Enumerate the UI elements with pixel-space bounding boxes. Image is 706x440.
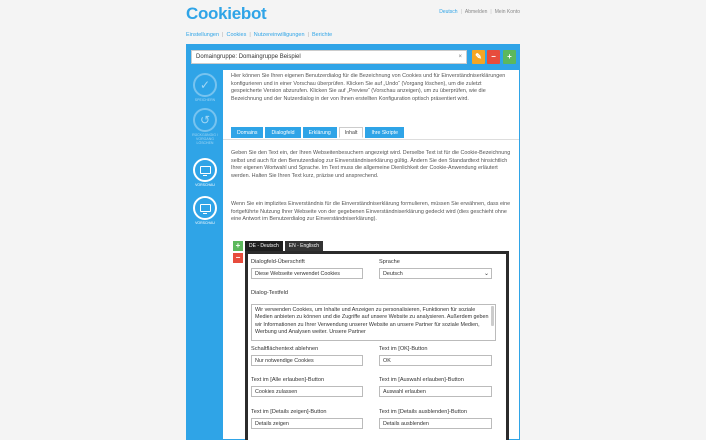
- logout-link[interactable]: Abmelden: [464, 9, 488, 15]
- add-domain-button[interactable]: +: [503, 50, 516, 64]
- tab-bar: [231, 127, 404, 138]
- title-label: Dialogfeld-Überschrift: [251, 259, 305, 265]
- title-input[interactable]: Diese Webseite verwendet Cookies: [251, 268, 363, 279]
- allow-selection-label: Text im [Auswahl erlauben]-Button: [379, 377, 464, 383]
- preview-step-2[interactable]: [192, 196, 218, 225]
- language-label: Sprache: [379, 259, 400, 265]
- tab-content[interactable]: Inhalt: [339, 127, 364, 138]
- remove-domain-button[interactable]: −: [487, 50, 500, 64]
- undo-step[interactable]: [192, 108, 218, 145]
- show-details-input[interactable]: Details zeigen: [251, 418, 363, 429]
- top-links: [420, 9, 520, 15]
- clear-icon[interactable]: ×: [458, 54, 462, 60]
- tab-domains[interactable]: Domains: [231, 127, 263, 138]
- separator: |: [249, 32, 251, 38]
- cookiebot-logo: Cookiebot: [186, 4, 267, 23]
- domain-select[interactable]: [191, 50, 467, 64]
- content-form: [245, 251, 509, 440]
- undo-icon: ↺: [193, 108, 217, 132]
- lang-tab-de[interactable]: DE - Deutsch: [245, 241, 283, 251]
- separator: |: [307, 32, 309, 38]
- hide-details-label: Text im [Details ausblenden]-Button: [379, 409, 467, 415]
- allow-all-input[interactable]: Cookies zulassen: [251, 386, 363, 397]
- preview-step-2-label: VORSCHAU: [195, 221, 215, 225]
- language-select[interactable]: [379, 268, 492, 279]
- domain-select-value: Domaingruppe: Domaingruppe Beispiel: [196, 54, 301, 60]
- ok-input[interactable]: OK: [379, 355, 492, 366]
- main-nav: [186, 32, 332, 38]
- tab-dialog[interactable]: Dialogfeld: [265, 127, 300, 138]
- add-language-button[interactable]: +: [233, 241, 243, 251]
- separator: |: [222, 32, 224, 38]
- hide-details-input[interactable]: Details ausblenden: [379, 418, 492, 429]
- intro-text: Hier können Sie Ihren eigenen Benutzerdialog für die Bezeichnung von Cookies und für Einverständniserklärungen konfigurieren und in einer Vorschau überprüfen. Klicken Sie auf „Undo“ (Vorgang löschen), um die zuletzt gespeicherte Version abzurufen. Klicken Sie auf „Preview“ (Vorschau anzeigen), um zu überprüfen, wie die Bezeichnung und der Nutzerdialog in der von Ihnen erstellten Konfiguration optisch präsentiert wird.: [231, 73, 506, 102]
- allow-all-label: Text im [Alle erlauben]-Button: [251, 377, 325, 383]
- language-select-value: Deutsch: [383, 271, 403, 277]
- implied-consent-note: Wenn Sie ein implizites Einverständnis für die Einverständniserklärung formulieren, müssen Sie erwähnen, dass eine fortgeführte Nutzung Ihrer Webseite von der gegebenen Einverständniserklärung gedeckt wird (dies geschieht ohne eine Antwort im Benutzerdialog zur Einverständniserklärung).: [231, 201, 511, 223]
- chevron-down-icon: ⌄: [483, 271, 489, 277]
- lang-tab-en[interactable]: EN - Englisch: [285, 241, 323, 251]
- preview-step[interactable]: [192, 158, 218, 187]
- action-sidebar: [187, 70, 223, 440]
- textarea-scrollbar[interactable]: [491, 306, 494, 326]
- separator: |: [490, 9, 492, 15]
- nav-item-settings[interactable]: Einstellungen: [186, 32, 220, 38]
- nav-item-cookies[interactable]: Cookies: [226, 32, 247, 38]
- show-details-label: Text im [Details zeigen]-Button: [251, 409, 327, 415]
- tab-divider: [223, 139, 519, 140]
- save-step[interactable]: [192, 73, 218, 102]
- intro-block: [231, 73, 513, 103]
- remove-language-button[interactable]: −: [233, 253, 243, 263]
- monitor-icon: [193, 196, 217, 220]
- tab-declaration[interactable]: Erklärung: [303, 127, 337, 138]
- settings-panel: [186, 44, 520, 440]
- nav-item-consents[interactable]: Nutzereinwilligungen: [253, 32, 305, 38]
- dialog-text-area[interactable]: [251, 304, 496, 341]
- save-step-label: SPEICHERN: [194, 98, 216, 102]
- preview-step-label: VORSCHAU: [195, 183, 215, 187]
- text-label: Dialog-Textfeld: [251, 290, 288, 296]
- domain-bar: [187, 45, 519, 70]
- ok-label: Text im [OK]-Button: [379, 346, 428, 352]
- separator: |: [460, 9, 462, 15]
- dialog-text-value: Wir verwenden Cookies, um Inhalte und Anzeigen zu personalisieren, Funktionen für soziale Medien anbieten zu können und die Zugriffe auf unsere Website zu analysieren. Außerdem geben wir Informationen zu Ihrer Verwendung unserer Website an unsere Partner für soziale Medien, Werbung und Analysen weiter. Unsere Partner: [255, 307, 489, 336]
- decline-input[interactable]: Nur notwendige Cookies: [251, 355, 363, 366]
- check-icon: ✓: [193, 73, 217, 97]
- allow-selection-input[interactable]: Auswahl erlauben: [379, 386, 492, 397]
- language-tabs: [245, 241, 323, 251]
- edit-domain-button[interactable]: ✎: [472, 50, 485, 64]
- decline-label: Schaltflächentext ablehnen: [251, 346, 319, 352]
- tab-scripts[interactable]: Ihre Skripte: [365, 127, 404, 138]
- nav-item-reports[interactable]: Berichte: [311, 32, 333, 38]
- content-description: Geben Sie den Text ein, der Ihren Webseitenbesuchern angezeigt wird. Derselbe Text ist für die Cookie-Bezeichnung selbst und auch für den Benutzerdialog zur Einverständniserklärung gültig. Ändern Sie den Standardtext hinsichtlich Ihrer eigenen Wortwahl und Sprache. Im Text muss die allgemeine Dienlichkeit der Cookie-Anwendung erläutert werden. Halten Sie Ihren Text kurz, präzise und ansprechend.: [231, 150, 511, 179]
- account-link[interactable]: Mein Konto: [494, 9, 520, 15]
- monitor-icon: [193, 158, 217, 182]
- language-link[interactable]: Deutsch: [439, 9, 458, 15]
- undo-step-label: RÜCKGÄNGIG / VORGANG LÖSCHEN: [192, 133, 218, 145]
